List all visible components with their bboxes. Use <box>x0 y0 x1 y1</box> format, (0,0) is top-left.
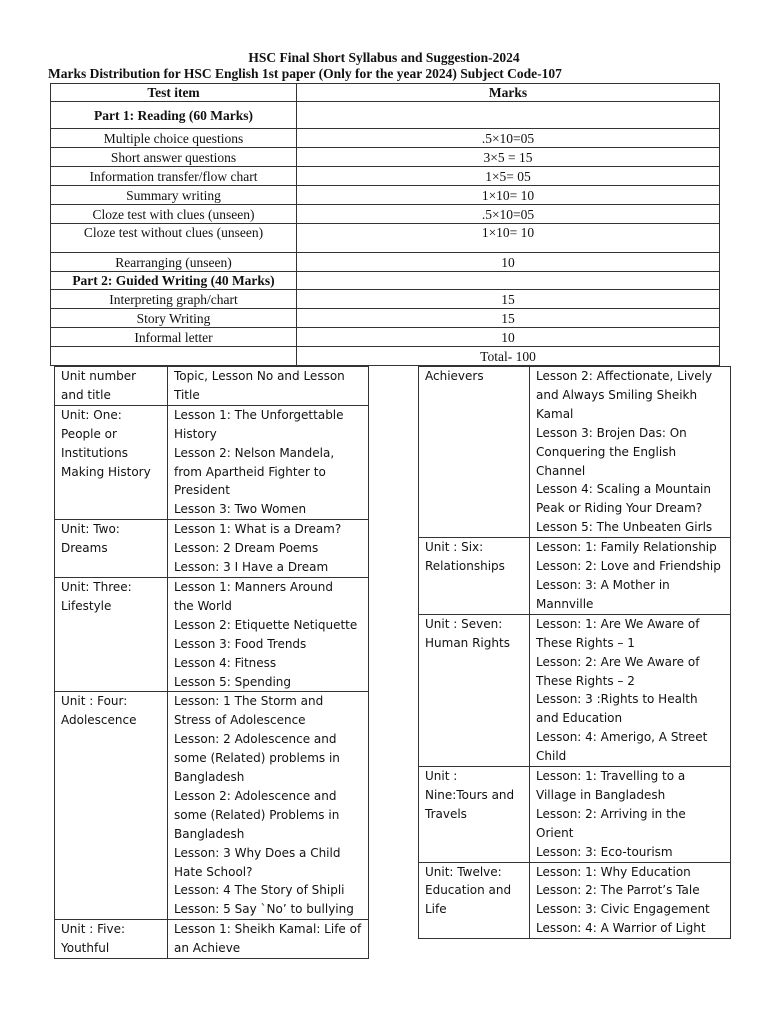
lesson-list-line: Child <box>536 749 567 764</box>
unit-title-line: Unit : Seven: <box>425 616 503 631</box>
lesson-list-line: Stress of Adolescence <box>174 713 306 728</box>
lesson-list-line: Conquering the English <box>536 444 677 459</box>
test-item: Story Writing <box>51 309 297 328</box>
test-item: Summary writing <box>51 186 297 205</box>
unit-title-line: Dreams <box>61 541 108 556</box>
unit-title-line: Unit: One: <box>61 407 122 422</box>
lesson-list-line: Lesson: 3 :Rights to Health <box>536 692 698 707</box>
lesson-list-line: Lesson: 3: Eco-tourism <box>536 844 673 859</box>
marks-row <box>51 148 720 167</box>
unit-row <box>55 920 369 959</box>
lesson-list-line: Lesson 2: Nelson Mandela, <box>174 445 335 460</box>
lesson-list-line: Lesson 5: Spending <box>174 674 292 689</box>
lesson-list-line: Lesson: 4 The Story of Shipli <box>174 883 345 898</box>
lesson-list-line: Lesson: 4: Amerigo, A Street <box>536 730 708 745</box>
lesson-list-line: Bangladesh <box>174 826 245 841</box>
marks-row <box>51 186 720 205</box>
marks-value: 10 <box>297 328 720 347</box>
lesson-list-line: Lesson: 3: Civic Engagement <box>536 902 710 917</box>
unit-title <box>419 767 530 863</box>
unit-title-line: Unit : Six: <box>425 540 484 555</box>
lesson-list-line: President <box>174 483 230 498</box>
marks-table-body <box>51 84 720 366</box>
unit-title <box>419 367 530 538</box>
unit-title <box>55 577 168 691</box>
page-title: HSC Final Short Syllabus and Suggestion-2024 <box>248 50 520 65</box>
unit-title-line: Unit: Twelve: <box>425 864 502 879</box>
part-heading-marks <box>297 272 720 290</box>
unit-title-line: Relationships <box>425 559 505 574</box>
test-item: Information transfer/flow chart <box>51 167 297 186</box>
lesson-list-line: Lesson: 3: A Mother in <box>536 577 670 592</box>
test-item: Short answer questions <box>51 148 297 167</box>
lesson-list-line: Lesson: 2: Love and Friendship <box>536 559 721 574</box>
part-heading: Part 2: Guided Writing (40 Marks) <box>51 272 297 290</box>
unit-title-line: Institutions <box>61 445 128 460</box>
unit-title-line: Travels <box>425 806 467 821</box>
col-header-unit-line: Unit number <box>61 369 137 383</box>
unit-title-line: Unit: Two: <box>61 522 120 537</box>
marks-value: 10 <box>297 253 720 272</box>
lesson-list-line: Lesson 2: Affectionate, Lively <box>536 369 713 383</box>
unit-row <box>419 614 731 766</box>
lesson-list <box>168 520 369 578</box>
total-empty <box>51 347 297 366</box>
unit-title <box>419 862 530 939</box>
col-header-marks: Marks <box>297 84 720 102</box>
unit-title-line: Achievers <box>425 369 484 383</box>
marks-row <box>51 328 720 347</box>
test-item: Multiple choice questions <box>51 129 297 148</box>
lesson-list-line: Kamal <box>536 406 574 421</box>
unit-title-line: Adolescence <box>61 713 137 728</box>
unit-row <box>55 577 369 691</box>
marks-value: 3×5 = 15 <box>297 148 720 167</box>
unit-row <box>55 520 369 578</box>
lesson-list-line: Lesson 3: Food Trends <box>174 636 307 651</box>
unit-title <box>55 920 168 959</box>
lesson-list <box>530 614 731 766</box>
lesson-list-line: Village in Bangladesh <box>536 787 666 802</box>
test-item: Cloze test without clues (unseen) <box>51 224 297 253</box>
col-header-topic-line: Topic, Lesson No and Lesson <box>174 369 345 383</box>
test-item: Rearranging (unseen) <box>51 253 297 272</box>
lesson-list-line: Lesson 3: Two Women <box>174 502 307 517</box>
lesson-list-line: Lesson 1: Manners Around <box>174 579 333 594</box>
marks-row <box>51 290 720 309</box>
marks-table-header <box>51 84 720 102</box>
syllabus-header-row <box>55 367 369 406</box>
col-header-topic <box>168 367 369 406</box>
lesson-list-line: Lesson 2: Etiquette Netiquette <box>174 617 358 632</box>
unit-title <box>55 405 168 519</box>
lesson-list <box>530 862 731 939</box>
lesson-list-line: Lesson: 5 Say `No’ to bullying <box>174 902 354 917</box>
lesson-list <box>530 767 731 863</box>
lesson-list-line: Lesson: 1: Are We Aware of <box>536 616 700 631</box>
lesson-list-line: some (Related) problems in <box>174 751 340 766</box>
lesson-list-line: Lesson 4: Scaling a Mountain <box>536 482 711 497</box>
unit-title <box>55 520 168 578</box>
unit-title-line: Unit: Three: <box>61 579 132 594</box>
part-heading-marks <box>297 102 720 129</box>
lesson-list-line: Lesson: 2: Are We Aware of <box>536 654 700 669</box>
lesson-list-line: an Achieve <box>174 941 241 956</box>
lesson-list-line: Lesson 3: Brojen Das: On <box>536 425 687 440</box>
total-row <box>51 347 720 366</box>
lesson-list-line: Channel <box>536 463 586 478</box>
marks-row <box>51 224 720 253</box>
lesson-list-line: Lesson: 4: A Warrior of Light <box>536 921 706 936</box>
lesson-list-line: Lesson: 3 Why Does a Child <box>174 845 341 860</box>
lesson-list-line: Lesson: 3 I Have a Dream <box>174 560 329 575</box>
unit-title <box>55 692 168 920</box>
marks-value: 1×10= 10 <box>297 186 720 205</box>
lesson-list-line: Lesson: 1 The Storm and <box>174 694 324 709</box>
col-header-unit <box>55 367 168 406</box>
lesson-list-line: Lesson 5: The Unbeaten Girls <box>536 520 713 535</box>
syllabus-table-left <box>54 366 369 959</box>
syllabus-right-body <box>419 367 731 939</box>
marks-row <box>51 253 720 272</box>
marks-row <box>51 167 720 186</box>
part-heading-row <box>51 272 720 290</box>
part-heading: Part 1: Reading (60 Marks) <box>51 102 297 129</box>
unit-title-line: Life <box>425 902 447 917</box>
unit-title-line: People or <box>61 426 117 441</box>
unit-row <box>419 767 731 863</box>
lesson-list <box>168 405 369 519</box>
unit-row <box>419 367 731 538</box>
marks-row <box>51 129 720 148</box>
unit-title-line: Unit : Four: <box>61 694 128 709</box>
syllabus-left-body <box>55 367 369 959</box>
marks-value: 15 <box>297 309 720 328</box>
marks-row <box>51 309 720 328</box>
marks-value: .5×10=05 <box>297 205 720 224</box>
lesson-list <box>168 692 369 920</box>
unit-row <box>55 405 369 519</box>
marks-distribution-table <box>50 83 720 366</box>
unit-row <box>419 862 731 939</box>
unit-title-line: Making History <box>61 464 151 479</box>
unit-title-line: Unit : <box>425 769 458 784</box>
unit-row <box>55 692 369 920</box>
lesson-list <box>530 538 731 615</box>
lesson-list-line: Lesson: 2: The Parrot’s Tale <box>536 883 700 898</box>
marks-value: 1×5= 05 <box>297 167 720 186</box>
lesson-list-line: Peak or Riding Your Dream? <box>536 501 703 516</box>
lesson-list-line: Lesson: 1: Travelling to a <box>536 769 686 784</box>
lesson-list-line: Orient <box>536 825 574 840</box>
unit-row <box>419 538 731 615</box>
lesson-list-line: and Always Smiling Sheikh <box>536 387 698 402</box>
lesson-list-line: the World <box>174 598 232 613</box>
lesson-list-line: Lesson 1: What is a Dream? <box>174 522 342 537</box>
lesson-list-line: Lesson: 1: Why Education <box>536 864 691 879</box>
syllabus-table-right <box>418 366 731 939</box>
lesson-list <box>168 577 369 691</box>
lesson-list-line: Lesson 4: Fitness <box>174 655 277 670</box>
lesson-list-line: Lesson 2: Adolescence and <box>174 788 337 803</box>
lesson-list-line: some (Related) Problems in <box>174 807 340 822</box>
lesson-list-line: Lesson 1: The Unforgettable <box>174 407 344 422</box>
lesson-list-line: Lesson: 2: Arriving in the <box>536 806 686 821</box>
test-item: Cloze test with clues (unseen) <box>51 205 297 224</box>
lesson-list-line: History <box>174 426 217 441</box>
unit-title-line: Human Rights <box>425 635 510 650</box>
marks-value: 15 <box>297 290 720 309</box>
unit-title <box>419 614 530 766</box>
total-value: Total- 100 <box>297 347 720 366</box>
col-header-unit-line: and title <box>61 387 111 402</box>
marks-value: .5×10=05 <box>297 129 720 148</box>
page-subtitle: Marks Distribution for HSC English 1st paper (Only for the year 2024) Subject Code-107 <box>48 66 562 81</box>
unit-title-line: Lifestyle <box>61 598 112 613</box>
lesson-list-line: from Apartheid Fighter to <box>174 464 326 479</box>
lesson-list <box>530 367 731 538</box>
marks-row <box>51 205 720 224</box>
lesson-list-line: Lesson: 2 Dream Poems <box>174 541 319 556</box>
lesson-list-line: Bangladesh <box>174 770 245 785</box>
part-heading-row <box>51 102 720 129</box>
lesson-list-line: Hate School? <box>174 864 253 879</box>
lesson-list-line: Lesson: 1: Family Relationship <box>536 540 717 555</box>
col-header-topic-line: Title <box>174 387 200 402</box>
unit-title-line: Nine:Tours and <box>425 787 515 802</box>
unit-title-line: Youthful <box>61 941 110 956</box>
col-header-test-item: Test item <box>51 84 297 102</box>
unit-title <box>419 538 530 615</box>
lesson-list-line: Mannville <box>536 596 594 611</box>
lesson-list-line: Lesson 1: Sheikh Kamal: Life of <box>174 922 362 937</box>
unit-title-line: Unit : Five: <box>61 922 125 937</box>
lesson-list-line: and Education <box>536 711 623 726</box>
lesson-list <box>168 920 369 959</box>
test-item: Informal letter <box>51 328 297 347</box>
lesson-list-line: These Rights – 1 <box>536 635 635 650</box>
lesson-list-line: These Rights – 2 <box>536 673 635 688</box>
unit-title-line: Education and <box>425 883 512 898</box>
lesson-list-line: Lesson: 2 Adolescence and <box>174 732 337 747</box>
marks-value: 1×10= 10 <box>297 224 720 253</box>
test-item: Interpreting graph/chart <box>51 290 297 309</box>
